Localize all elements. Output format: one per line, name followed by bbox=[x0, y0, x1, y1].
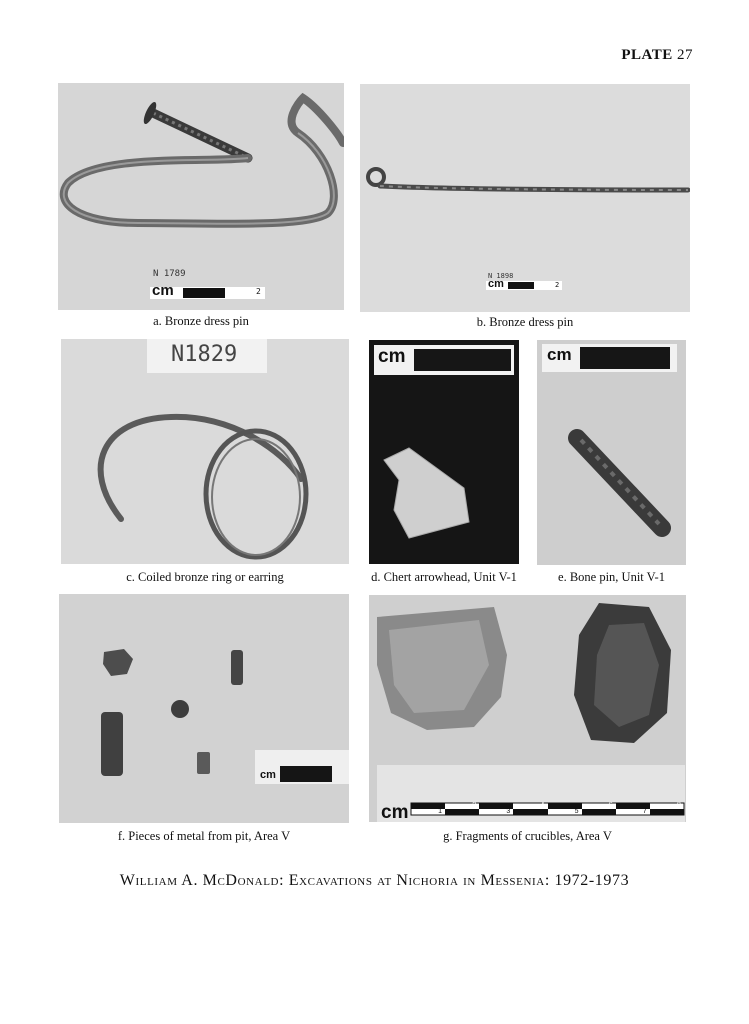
plate-number: 27 bbox=[677, 47, 693, 63]
photo-a-bronze-pin bbox=[58, 83, 344, 310]
footer-citation: William A. McDonald: Excavations at Nichoria in Messenia: 1972-1973 bbox=[119, 872, 630, 889]
scale-mark-g-8: 8 bbox=[677, 802, 681, 809]
scale-segment-6 bbox=[582, 809, 616, 815]
photo-d-chert-arrowhead bbox=[369, 340, 519, 564]
caption-b: b. Bronze dress pin bbox=[476, 315, 574, 329]
scale-mark-g-1: 1 bbox=[438, 808, 443, 815]
bone-pin-illustration bbox=[537, 340, 686, 565]
caption-d: d. Chert arrowhead, Unit V-1 bbox=[371, 570, 517, 584]
scale-mark-a: 2 bbox=[256, 287, 261, 296]
coiled-ring-illustration bbox=[61, 339, 349, 564]
caption-f: f. Pieces of metal from pit, Area V bbox=[117, 829, 291, 843]
chert-arrowhead-illustration bbox=[369, 340, 519, 564]
scale-mark-g-7: 7 bbox=[642, 808, 647, 815]
photo-f-metal-pieces bbox=[59, 594, 349, 823]
plate-word: PLATE bbox=[621, 47, 673, 63]
scale-cm-b: cm bbox=[488, 278, 504, 290]
scale-segment-8 bbox=[650, 809, 684, 815]
crucible-fragments-illustration bbox=[369, 595, 686, 822]
plate-label bbox=[621, 47, 693, 64]
scale-mark-g-3: 3 bbox=[506, 808, 511, 815]
scale-mark-b: 2 bbox=[555, 281, 560, 289]
scale-cm-g: cm bbox=[381, 802, 409, 822]
scale-cm-e: cm bbox=[547, 345, 572, 364]
caption-a: a. Bronze dress pin bbox=[153, 314, 249, 328]
photo-g-crucible-fragments bbox=[369, 595, 686, 822]
specimen-tag-a: N 1789 bbox=[153, 269, 186, 279]
scale-cm-f: cm bbox=[260, 769, 276, 781]
specimen-tag-c: N1829 bbox=[171, 342, 238, 367]
scale-segment-2 bbox=[445, 809, 479, 815]
scale-bar-g bbox=[411, 803, 684, 815]
scale-cm-d: cm bbox=[378, 346, 406, 367]
caption-e: e. Bone pin, Unit V-1 bbox=[558, 570, 665, 584]
bronze-pin-illustration-b bbox=[360, 84, 690, 312]
scale-mark-g-6: 6 bbox=[608, 802, 613, 809]
scale-mark-g-4: 4 bbox=[540, 802, 545, 809]
caption-g: g. Fragments of crucibles, Area V bbox=[443, 829, 612, 843]
caption-c: c. Coiled bronze ring or earring bbox=[126, 570, 284, 584]
photo-e-bone-pin bbox=[537, 340, 686, 565]
bronze-pin-illustration-a bbox=[58, 83, 344, 310]
photo-c-coiled-ring bbox=[61, 339, 349, 564]
scale-mark-g-5: 5 bbox=[574, 808, 579, 815]
scale-cm-a: cm bbox=[152, 282, 174, 299]
scale-mark-g-2: 2 bbox=[472, 802, 477, 809]
metal-pieces-illustration bbox=[59, 594, 349, 823]
photo-b-bronze-pin bbox=[360, 84, 690, 312]
specimen-tag-b: N 1898 bbox=[488, 272, 514, 280]
scale-segment-4 bbox=[513, 809, 547, 815]
